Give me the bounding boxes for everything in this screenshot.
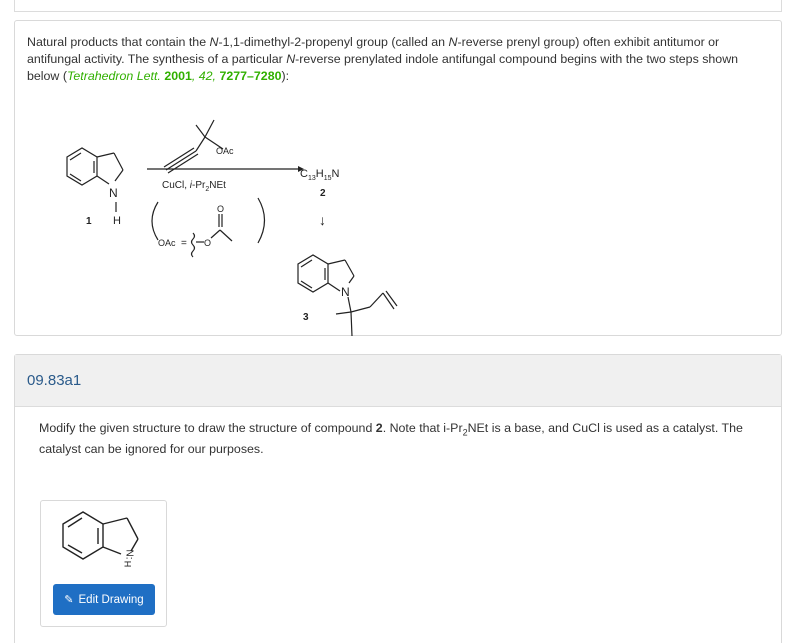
reference-journal: Tetrahedron Lett.	[66, 69, 161, 83]
reference-year: 2001	[160, 69, 192, 83]
question-header	[15, 355, 781, 407]
reaction-conditions: CuCl, $i-Pr_2NEt$	[162, 180, 226, 193]
compound-1-structure	[67, 148, 123, 212]
reaction-scheme	[15, 21, 783, 337]
left-paren	[152, 202, 158, 240]
label-compound-3: 3	[303, 312, 309, 323]
intro-card	[14, 20, 782, 336]
formula-compound-2: $C_{13}H_{15}N$	[300, 168, 340, 182]
atom-h-drawing: H	[122, 560, 133, 568]
right-paren	[258, 198, 265, 243]
reagent-oac: OAc	[216, 146, 234, 156]
equals-sign: =	[181, 238, 187, 249]
drawing-canvas[interactable]	[40, 500, 167, 627]
down-arrow: ↓	[319, 212, 326, 228]
atom-n-1: N	[109, 186, 118, 200]
intro-paragraph: Natural products that contain the N-1,1-dimethyl-2-propenyl group (called an N-reverse prenyl group) often exhibit antitumor or antifungal activity. The synthesis of a particular N-reverse prenylated indole antifungal compound begins with the two steps shown below (Tetrahedron Lett. 2001, 42, 7277–7280):	[27, 35, 739, 83]
previous-card-edge	[14, 0, 782, 12]
oac-definition: OAc	[158, 238, 176, 248]
carbonyl-oxygen: O	[217, 204, 225, 214]
wavy-bond	[192, 233, 195, 257]
label-compound-2: 2	[320, 188, 326, 199]
atom-h-1: H	[113, 215, 121, 227]
question-id: 09.83a1	[27, 372, 82, 389]
indoline-drawing	[41, 501, 168, 581]
label-compound-1: 1	[86, 216, 92, 227]
reagent-structure	[164, 120, 223, 173]
question-card	[14, 354, 782, 643]
atom-n-3: N	[341, 285, 350, 299]
edit-drawing-label: Edit Drawing	[78, 593, 144, 606]
edit-drawing-button[interactable]	[53, 584, 155, 615]
pencil-icon: ✎	[64, 594, 74, 606]
reference-pages: 7277–7280	[219, 69, 282, 83]
atom-n-drawing: N:	[123, 549, 135, 560]
ester-oxygen: O	[204, 238, 212, 248]
question-text: Modify the given structure to draw the structure of compound 2. Note that $i-Pr_2NEt$ is a base, and CuCl is used as a catalyst. The catalyst can be ignored for our purposes.	[39, 421, 743, 457]
